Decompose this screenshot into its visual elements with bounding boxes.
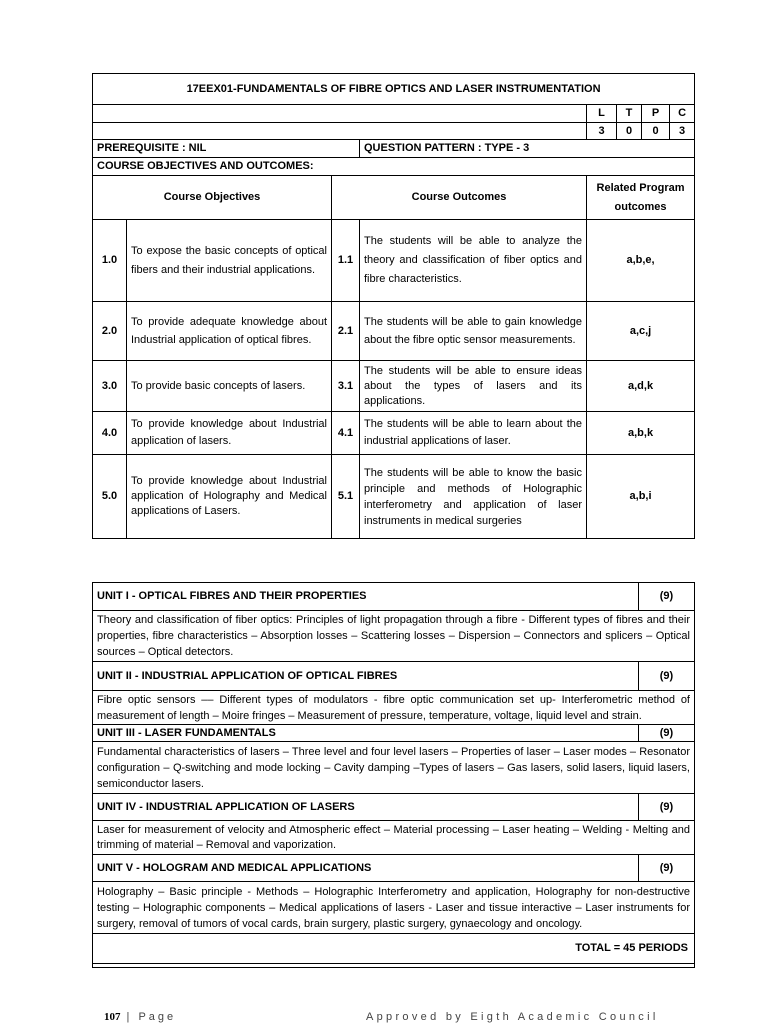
objective-number: 3.0 bbox=[93, 361, 127, 412]
objective-text: To provide adequate knowledge about Industrial application of optical fibres. bbox=[127, 302, 332, 361]
unit-hours: (9) bbox=[639, 725, 695, 742]
unit-content: Laser for measurement of velocity and Atmospheric effect – Material processing – Laser heating – Welding - Melting and trimming of material – Removal and vaporization. bbox=[93, 821, 695, 855]
unit-title: UNIT I - OPTICAL FIBRES AND THEIR PROPERTIES bbox=[93, 583, 639, 611]
unit-title: UNIT V - HOLOGRAM AND MEDICAL APPLICATIONS bbox=[93, 855, 639, 882]
ltpc-header-c: C bbox=[670, 105, 695, 123]
objective-text: To provide knowledge about Industrial application of lasers. bbox=[127, 412, 332, 455]
outcome-number: 5.1 bbox=[332, 455, 360, 539]
unit-title: UNIT IV - INDUSTRIAL APPLICATION OF LASERS bbox=[93, 794, 639, 821]
prerequisite: PREREQUISITE : NIL bbox=[93, 140, 360, 158]
col-header-objectives: Course Objectives bbox=[93, 176, 332, 220]
page-number-value: 107 bbox=[104, 1011, 121, 1023]
program-outcomes: a,c,j bbox=[587, 302, 695, 361]
unit-hours: (9) bbox=[639, 855, 695, 882]
objective-number: 4.0 bbox=[93, 412, 127, 455]
outcome-number: 2.1 bbox=[332, 302, 360, 361]
objective-number: 5.0 bbox=[93, 455, 127, 539]
units-table bbox=[92, 582, 695, 968]
total-periods: TOTAL = 45 PERIODS bbox=[93, 934, 695, 964]
outcome-number: 4.1 bbox=[332, 412, 360, 455]
col-header-program: Related Program outcomes bbox=[587, 176, 695, 220]
page-label: | Page bbox=[120, 1011, 177, 1023]
outcome-text: The students will be able to know the basic principle and methods of Holographic interferometry and application of laser instruments in medical surgeries bbox=[360, 455, 587, 539]
ltpc-value-p: 0 bbox=[642, 123, 670, 140]
unit-hours: (9) bbox=[639, 794, 695, 821]
outcome-text: The students will be able to gain knowledge about the fibre optic sensor measurements. bbox=[360, 302, 587, 361]
objective-text: To expose the basic concepts of optical fibers and their industrial applications. bbox=[127, 220, 332, 302]
objective-row bbox=[93, 455, 695, 539]
unit-hours: (9) bbox=[639, 583, 695, 611]
objective-text: To provide knowledge about Industrial application of Holography and Medical applications of Lasers. bbox=[127, 455, 332, 539]
question-pattern: QUESTION PATTERN : TYPE - 3 bbox=[360, 140, 695, 158]
outcome-text: The students will be able to learn about the industrial applications of laser. bbox=[360, 412, 587, 455]
ltpc-value-c: 3 bbox=[670, 123, 695, 140]
ltpc-header-p: P bbox=[642, 105, 670, 123]
unit-content: Holography – Basic principle - Methods – Holographic Interferometry and application, Holography for non-destructive testing – Holographic components – Medical applications of lasers - Laser and tissue interactive – Laser instruments for surgery, removal of tumors of vocal cards, brain surgery, plastic surgery, gynaecology and oncology. bbox=[93, 882, 695, 934]
objective-number: 2.0 bbox=[93, 302, 127, 361]
course-title: 17EEX01-FUNDAMENTALS OF FIBRE OPTICS AND LASER INSTRUMENTATION bbox=[93, 74, 695, 105]
ltpc-value-l: 3 bbox=[587, 123, 617, 140]
ltpc-header-t: T bbox=[617, 105, 642, 123]
unit-content: Fibre optic sensors –– Different types of modulators - fibre optic communication set up- Interferometric method of measurement of length – Moire fringes – Measurement of pressure, temperature, voltage, liquid level and strain. bbox=[93, 691, 695, 725]
objective-row bbox=[93, 361, 695, 412]
col-header-outcomes: Course Outcomes bbox=[332, 176, 587, 220]
outcome-number: 1.1 bbox=[332, 220, 360, 302]
unit-content: Fundamental characteristics of lasers – Three level and four level lasers – Properties of laser – Laser modes – Resonator configuration – Q-switching and mode locking – Cavity damping –Types of lasers – Gas lasers, solid lasers, liquid lasers, semiconductor lasers. bbox=[93, 742, 695, 794]
unit-title: UNIT III - LASER FUNDAMENTALS bbox=[93, 725, 639, 742]
objective-text: To provide basic concepts of lasers. bbox=[127, 361, 332, 412]
program-outcomes: a,b,k bbox=[587, 412, 695, 455]
program-outcomes: a,b,i bbox=[587, 455, 695, 539]
unit-title: UNIT II - INDUSTRIAL APPLICATION OF OPTICAL FIBRES bbox=[93, 662, 639, 691]
objectives-outcomes-heading: COURSE OBJECTIVES AND OUTCOMES: bbox=[93, 158, 695, 176]
ltpc-value-t: 0 bbox=[617, 123, 642, 140]
outcome-number: 3.1 bbox=[332, 361, 360, 412]
ltpc-header-l: L bbox=[587, 105, 617, 123]
outcome-text: The students will be able to ensure ideas about the types of lasers and its applications. bbox=[360, 361, 587, 412]
program-outcomes: a,d,k bbox=[587, 361, 695, 412]
approval-note: Approved by Eigth Academic Council bbox=[366, 1011, 659, 1023]
outcome-text: The students will be able to analyze the theory and classification of fiber optics and fibre characteristics. bbox=[360, 220, 587, 302]
objective-row bbox=[93, 412, 695, 455]
objective-number: 1.0 bbox=[93, 220, 127, 302]
unit-hours: (9) bbox=[639, 662, 695, 691]
program-outcomes: a,b,e, bbox=[587, 220, 695, 302]
objective-row bbox=[93, 220, 695, 302]
course-table bbox=[92, 73, 695, 539]
page-number bbox=[104, 1011, 176, 1023]
objective-row bbox=[93, 302, 695, 361]
unit-content: Theory and classification of fiber optics: Principles of light propagation through a fibre - Different types of fibres and their properties, fibre characteristics – Absorption losses – Scattering losses – Dispersion – Connectors and splicers – Optical sources – Optical detectors. bbox=[93, 611, 695, 662]
